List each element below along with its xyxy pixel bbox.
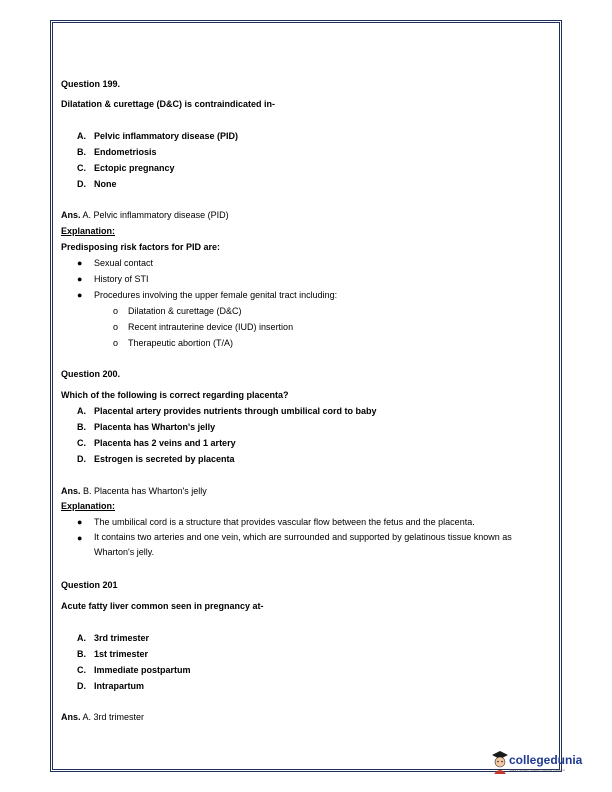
option-text: Endometriosis <box>94 147 157 157</box>
question-200-title: Question 200. <box>61 369 121 379</box>
q200-explanation-label: Explanation: <box>61 501 116 511</box>
sub-bullet-icon: o <box>113 338 119 348</box>
option-text: None <box>94 179 117 189</box>
collegedunia-logo[interactable] <box>490 748 600 778</box>
question-201-title: Question 201 <box>61 580 118 590</box>
answer-label: Ans. <box>61 712 81 722</box>
q199-option-b <box>77 147 157 158</box>
bullet-icon: ● <box>77 274 83 284</box>
option-text: Pelvic inflammatory disease (PID) <box>94 131 239 141</box>
q201-option-c <box>77 665 191 676</box>
q199-factors-heading: Predisposing risk factors for PID are: <box>61 242 221 252</box>
q200-bullet-1: The umbilical cord is a structure that provides vascular flow between the fetus and the placenta. <box>94 517 475 527</box>
option-text: Placental artery provides nutrients through umbilical cord to baby <box>94 406 377 416</box>
q199-bullet-2: History of STI <box>94 274 149 284</box>
option-letter: C. <box>77 438 86 448</box>
q199-sub-bullet-1: Dilatation & curettage (D&C) <box>128 306 242 316</box>
question-200-text: Which of the following is correct regarding placenta? <box>61 390 289 400</box>
q199-sub-bullet-2: Recent intrauterine device (IUD) insertion <box>128 322 294 332</box>
q200-option-a <box>77 406 377 417</box>
q200-option-b <box>77 422 215 433</box>
q199-option-d <box>77 179 117 190</box>
answer-text: A. 3rd trimester <box>82 712 145 722</box>
q199-answer <box>61 210 229 221</box>
q201-option-d <box>77 681 144 692</box>
option-letter: B. <box>77 147 86 157</box>
bullet-icon: ● <box>77 290 83 300</box>
bullet-icon: ● <box>77 517 83 527</box>
logo-wordmark: collegedunia <box>509 753 583 767</box>
q199-bullet-3: Procedures involving the upper female genital tract including: <box>94 290 338 300</box>
answer-label: Ans. <box>61 210 81 220</box>
q200-option-d <box>77 454 235 465</box>
answer-label: Ans. <box>61 486 81 496</box>
q201-option-b <box>77 649 148 660</box>
option-letter: A. <box>77 406 86 416</box>
option-text: 3rd trimester <box>94 633 150 643</box>
answer-text: A. Pelvic inflammatory disease (PID) <box>82 210 229 220</box>
bullet-icon: ● <box>77 258 83 268</box>
option-letter: B. <box>77 422 86 432</box>
q199-explanation-label: Explanation: <box>61 226 116 236</box>
option-text: Placenta has 2 veins and 1 artery <box>94 438 236 448</box>
bullet-icon: ● <box>77 533 83 543</box>
option-text: Placenta has Wharton's jelly <box>94 422 216 432</box>
q199-option-a <box>77 131 238 142</box>
q201-option-a <box>77 633 149 644</box>
q200-option-c <box>77 438 236 449</box>
option-text: Intrapartum <box>94 681 145 691</box>
q199-sub-bullet-3: Therapeutic abortion (T/A) <box>128 338 234 348</box>
option-letter: C. <box>77 665 86 675</box>
option-text: Ectopic pregnancy <box>94 163 175 173</box>
q199-option-c <box>77 163 175 174</box>
sub-bullet-icon: o <box>113 322 119 332</box>
option-letter: B. <box>77 649 86 659</box>
q200-bullet-2: It contains two arteries and one vein, which are surrounded and supported by gelatinous tissue known as Wharton's jelly. <box>94 532 512 557</box>
option-letter: A. <box>77 131 86 141</box>
logo-tagline: India's largest Student Review Platform <box>509 768 566 772</box>
option-letter: D. <box>77 681 86 691</box>
option-text: 1st trimester <box>94 649 149 659</box>
answer-text: B. Placenta has Wharton's jelly <box>83 486 207 496</box>
option-letter: D. <box>77 179 86 189</box>
option-text: Immediate postpartum <box>94 665 191 675</box>
question-199-text: Dilatation & curettage (D&C) is contraindicated in- <box>61 99 276 109</box>
q201-answer <box>61 712 144 723</box>
sub-bullet-icon: o <box>113 306 119 316</box>
option-letter: A. <box>77 633 86 643</box>
q199-bullet-1: Sexual contact <box>94 258 154 268</box>
mascot-icon <box>490 748 510 774</box>
option-letter: C. <box>77 163 86 173</box>
question-199-title: Question 199. <box>61 79 121 89</box>
option-letter: D. <box>77 454 86 464</box>
q200-answer <box>61 486 207 497</box>
question-201-text: Acute fatty liver common seen in pregnancy at- <box>61 601 264 611</box>
option-text: Estrogen is secreted by placenta <box>94 454 235 464</box>
